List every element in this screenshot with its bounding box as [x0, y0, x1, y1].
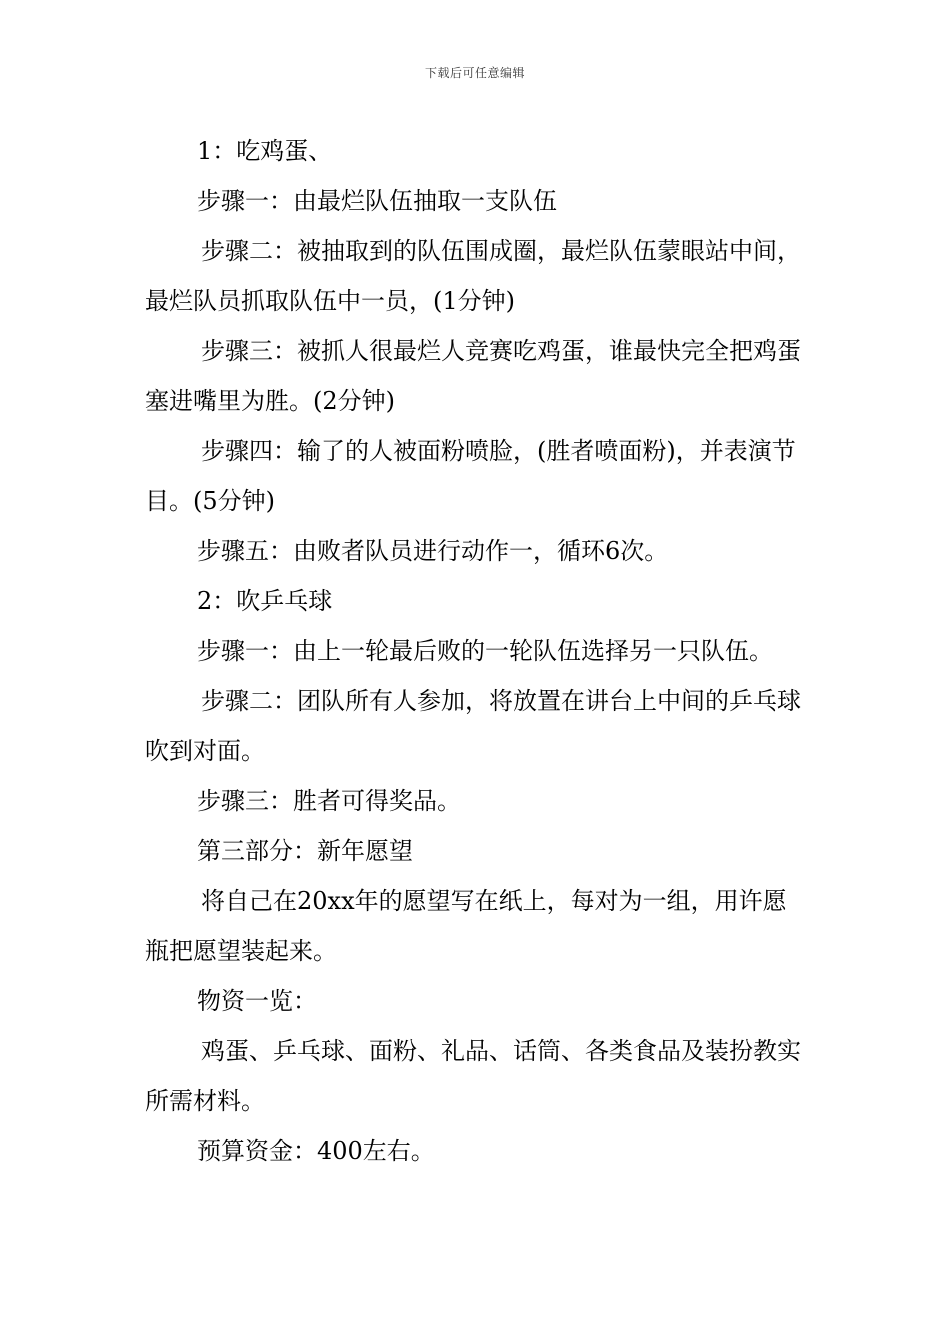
section-heading-wishes: 第三部分：新年愿望	[197, 837, 413, 865]
paragraph-step-3: 步骤三：被抓人很最烂人竞赛吃鸡蛋，谁最快完全把鸡蛋塞进嘴里为胜。(2分钟)	[145, 337, 801, 415]
paragraph-supplies-heading: 物资一览：	[197, 987, 317, 1015]
section-heading-pingpong: 2：吹乒乓球	[197, 587, 333, 615]
section-heading-egg: 1：吃鸡蛋、	[197, 137, 333, 165]
paragraph-step-5: 步骤五：由败者队员进行动作一，循环6次。	[197, 537, 669, 565]
paragraph-step-4: 步骤四：输了的人被面粉喷脸，(胜者喷面粉)，并表演节目。(5分钟)	[145, 437, 796, 515]
header-note: 下载后可任意编辑	[424, 66, 525, 80]
paragraph-budget: 预算资金：400左右。	[197, 1137, 435, 1165]
paragraph-supplies-list: 鸡蛋、乒乓球、面粉、礼品、话筒、各类食品及装扮教实所需材料。	[145, 1037, 801, 1115]
paragraph-step-2: 步骤二：被抽取到的队伍围成圈，最烂队伍蒙眼站中间，最烂队员抓取队伍中一员，(1分钟)	[145, 237, 801, 315]
paragraph-pingpong-step-2: 步骤二：团队所有人参加，将放置在讲台上中间的乒乓球吹到对面。	[145, 687, 801, 765]
paragraph-wishes: 将自己在20xx年的愿望写在纸上，每对为一组，用许愿瓶把愿望装起来。	[145, 887, 787, 965]
paragraph-step-1: 步骤一：由最烂队伍抽取一支队伍	[197, 187, 557, 215]
document-body	[145, 126, 810, 1176]
paragraph-pingpong-step-3: 步骤三：胜者可得奖品。	[197, 787, 461, 815]
paragraph-pingpong-step-1: 步骤一：由上一轮最后败的一轮队伍选择另一只队伍。	[197, 637, 773, 665]
